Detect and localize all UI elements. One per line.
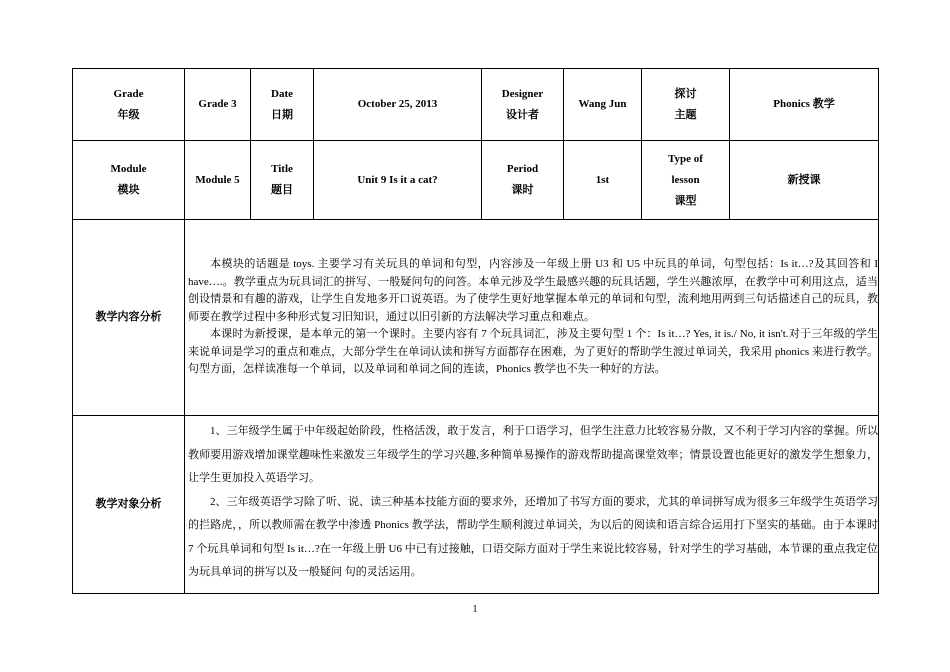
title-label-cell <box>251 141 314 220</box>
lesson-type-value: 新授课 <box>730 141 879 220</box>
topic-label-cell <box>642 69 730 141</box>
grade-label-cn: 年级 <box>117 108 140 121</box>
student-analysis-row <box>73 416 879 594</box>
designer-label-cell <box>482 69 564 141</box>
grade-value: Grade 3 <box>185 69 251 141</box>
module-label-en: Module <box>110 163 147 175</box>
content-analysis-paragraph-2: 本课时为新授课，是本单元的第一个课时。主要内容有 7 个玩具词汇，涉及主要句型 1 个：Is it…? Yes, it is./ No, it isn't.对于三年级的学生来说单词是学习的重点和难点，大部分学生在单词认读和拼写方面都存在困难，为了更好的帮助学生渡过单词关，我采用 phonics 来进行教学。句型方面，怎样读准每一个单词，以及单词和单词之间的连读，Phonics 教学也不失一种好的方法。 <box>188 328 878 375</box>
grade-label-cell <box>73 69 185 141</box>
title-value: Unit 9 Is it a cat? <box>314 141 482 220</box>
module-label-cn: 模块 <box>117 184 140 196</box>
period-label-cn: 课时 <box>511 184 534 196</box>
date-label-en: Date <box>271 87 293 100</box>
lesson-type-label-cell <box>642 141 730 220</box>
title-label-en: Title <box>271 163 293 175</box>
student-analysis-label: 教学对象分析 <box>73 416 185 594</box>
student-analysis-body <box>185 416 879 594</box>
designer-label-cn: 设计者 <box>506 108 539 121</box>
module-row <box>73 141 879 220</box>
period-label-cell <box>482 141 564 220</box>
content-analysis-paragraph-1: 本模块的话题是 toys. 主要学习有关玩具的单词和句型，内容涉及一年级上册 U3 和 U5 中玩具的单词，句型包括：Is it…?及其回答和 I have….。教学重点为玩具词汇的拼写、一般疑问句的问答。本单元涉及学生最感兴趣的玩具话题，学生兴趣浓厚，在教学中可利用这点，适当创设情景和有趣的游戏，让学生自发地多开口说英语。为了使学生更好地掌握本单元的单词和句型，流利地用两到三句话描述自己的玩具，教师要在教学过程中多种形式复习旧知识，通过以旧引新的方法解决学习重点和难点。 <box>188 258 878 323</box>
header-row <box>73 69 879 141</box>
student-analysis-paragraph-1: 1、三年级学生属于中年级起始阶段，性格活泼，敢于发言，利于口语学习，但学生注意力比较容易分散，又不利于学习内容的掌握。所以教师要用游戏增加课堂趣味性来激发三年级学生的学习兴趣,多种简单易操作的游戏帮助提高课堂效率；情景设置也能更好的激发学生想象力，让学生更加投入英语学习。 <box>188 425 878 484</box>
grade-label-en: Grade <box>113 87 144 100</box>
date-label-cell <box>251 69 314 141</box>
period-label-en: Period <box>506 163 539 175</box>
content-analysis-label: 教学内容分析 <box>73 220 185 416</box>
date-value: October 25, 2013 <box>314 69 482 141</box>
designer-label-en: Designer <box>501 87 544 100</box>
lesson-type-label-2: lesson <box>671 173 700 186</box>
module-label-cell <box>73 141 185 220</box>
content-analysis-row <box>73 220 879 416</box>
topic-value: Phonics 教学 <box>730 69 879 141</box>
lesson-plan-table <box>72 68 879 594</box>
title-label-cn: 题目 <box>271 184 293 196</box>
period-value: 1st <box>564 141 642 220</box>
topic-label-1: 探讨 <box>674 87 697 100</box>
lesson-type-label-1: Type of <box>668 152 703 165</box>
content-analysis-body <box>185 220 879 416</box>
date-label-cn: 日期 <box>271 108 293 121</box>
page-number: 1 <box>472 604 478 615</box>
lesson-type-label-3: 课型 <box>674 194 697 207</box>
module-value: Module 5 <box>185 141 251 220</box>
topic-label-2: 主题 <box>674 108 697 121</box>
student-analysis-paragraph-2: 2、三年级英语学习除了听、说、读三种基本技能方面的要求外，还增加了书写方面的要求，尤其的单词拼写成为很多三年级学生英语学习的拦路虎，，所以教师需在教学中渗透 Phonics 教学法，帮助学生顺利渡过单词关，为以后的阅读和语言综合运用打下坚实的基础。由于本课时 7 个玩具单词和句型 Is it…?在一年级上册 U6 中已有过接触，口语交际方面对于学生来说比较容易，针对学生的学习基础，本节课的重点我定位为玩具单词的拼写以及一般疑问 句的灵活运用。 <box>188 495 878 578</box>
designer-value: Wang Jun <box>564 69 642 141</box>
